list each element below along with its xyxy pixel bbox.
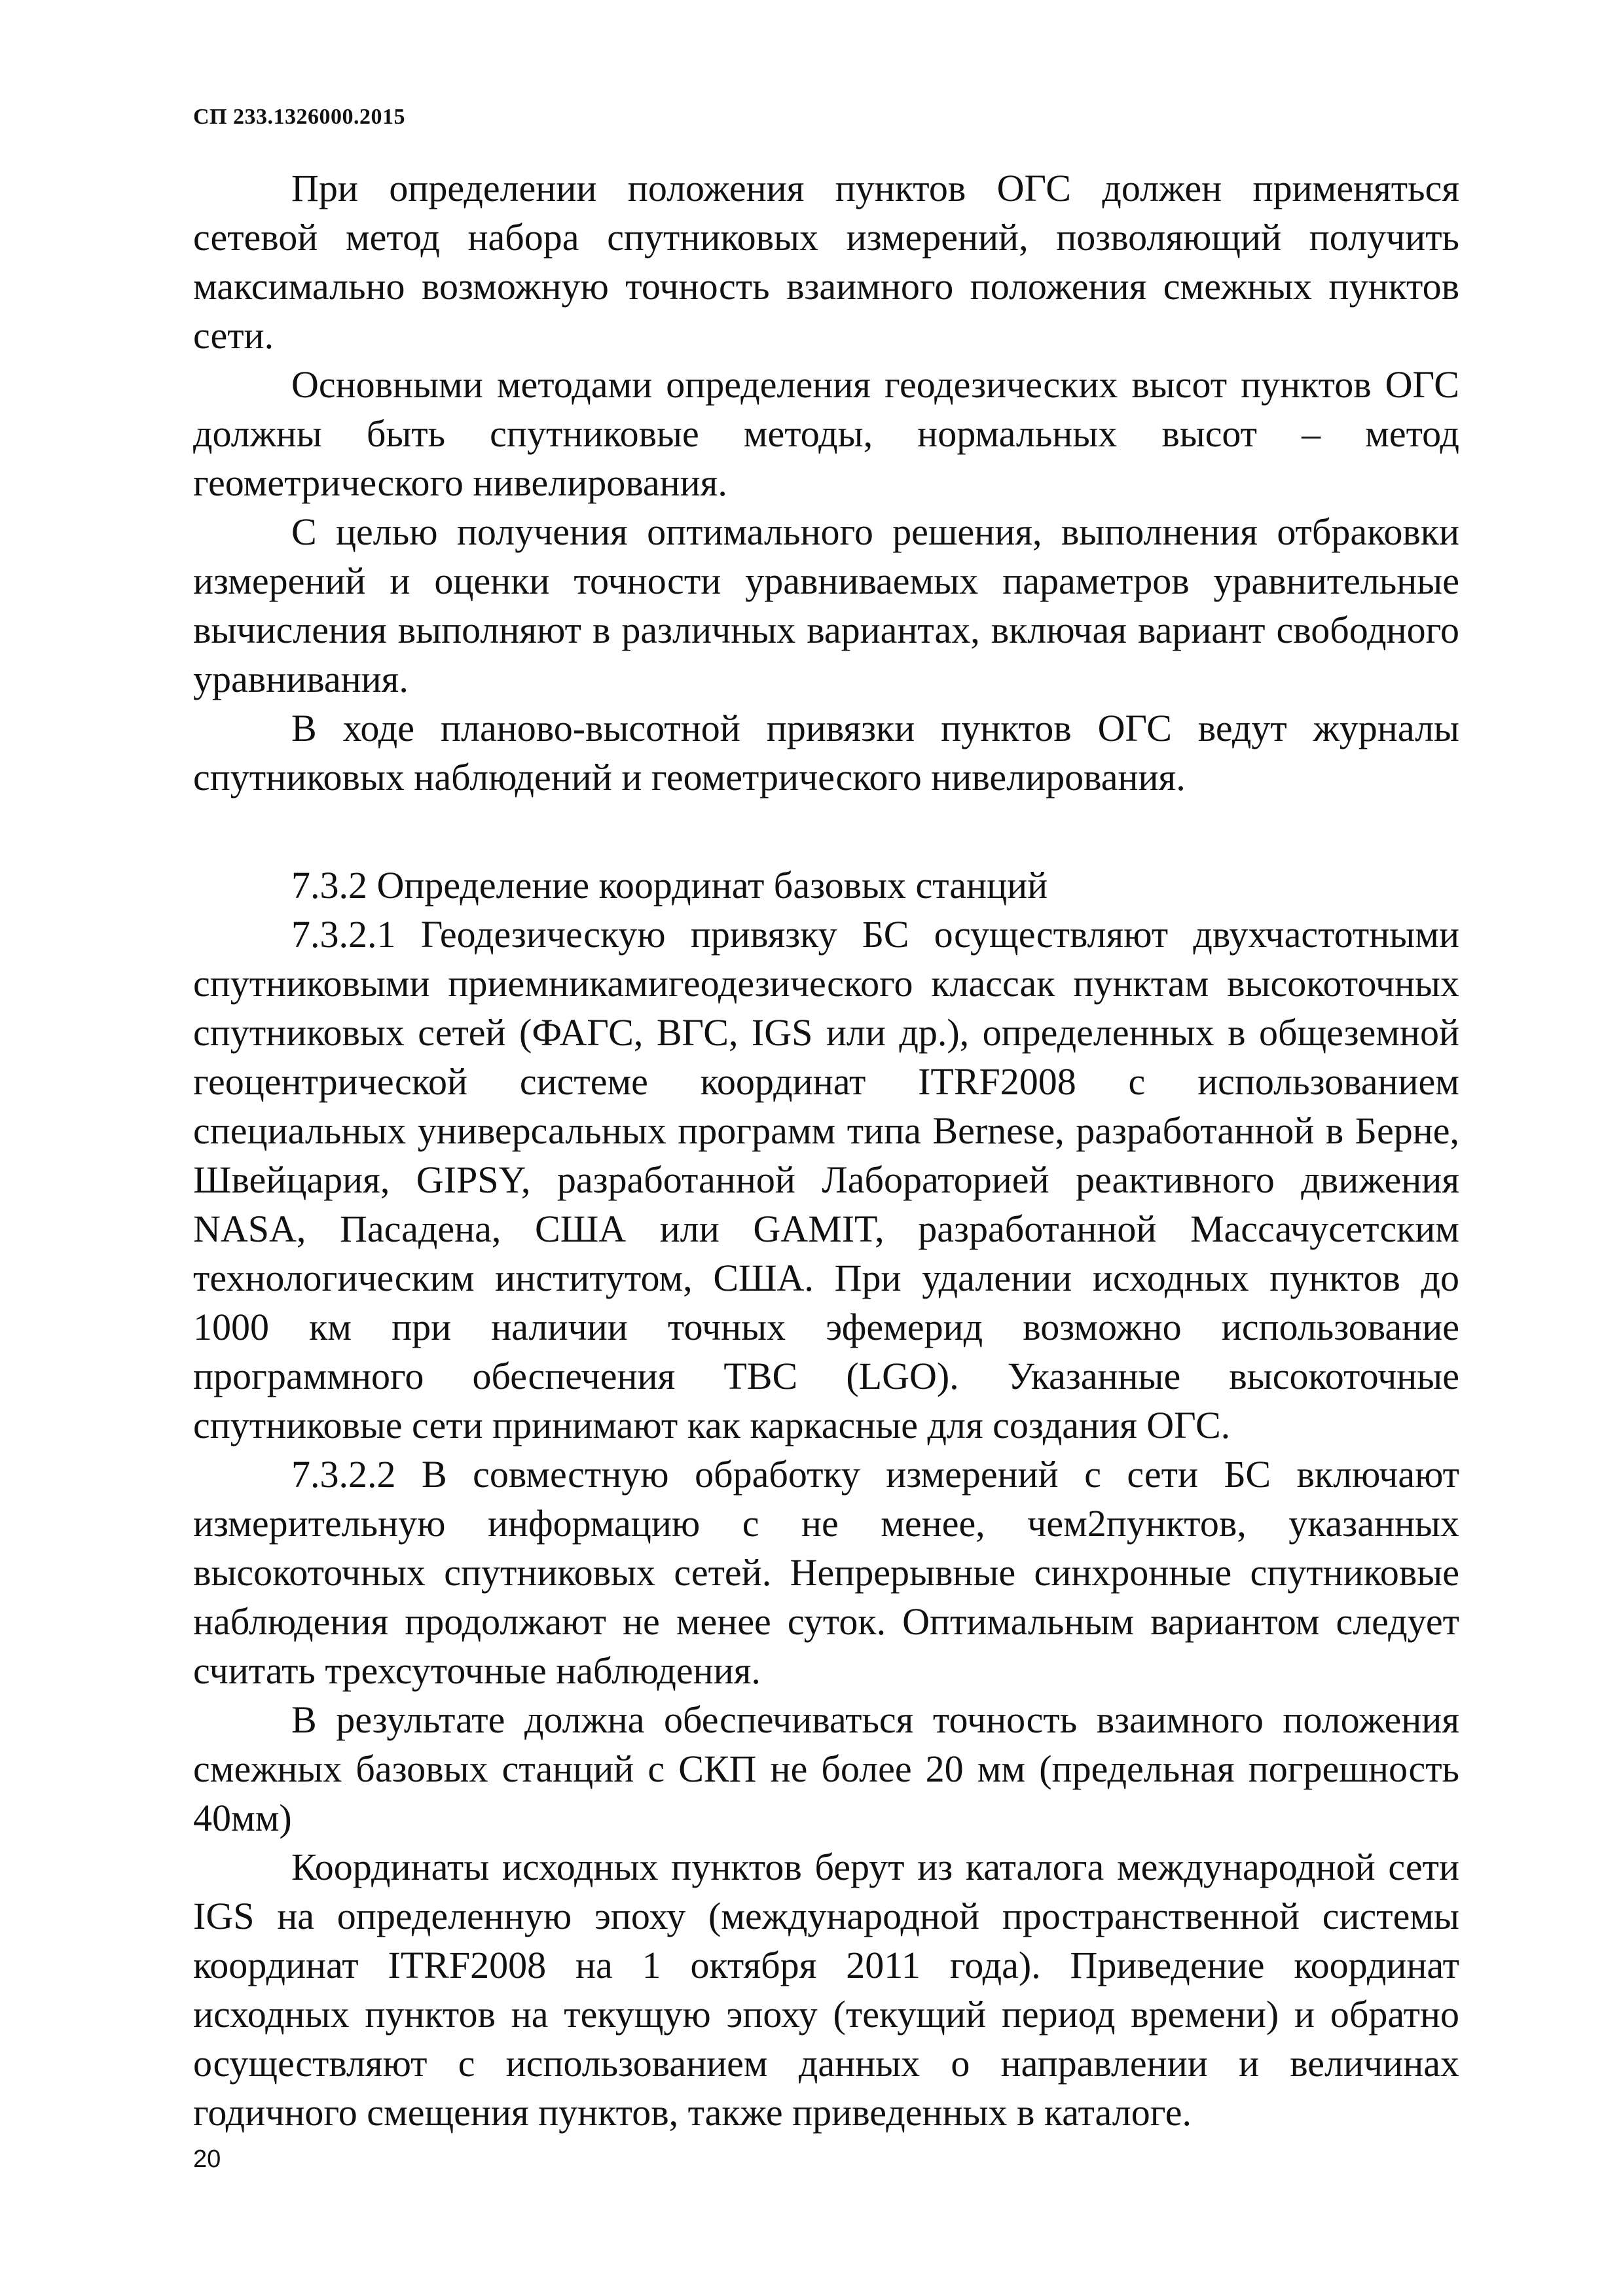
- paragraph-7-3-2-2: 7.3.2.2 В совместную обработку измерений с сети БС включают измерительную информацию с не менее, чем2пунктов, указанных высокоточных спутниковых сетей. Непрерывные синхронные спутниковые наблюдения продолжают не менее суток. Оптимальным вариантом следует считать трехсуточные наблюдения.: [193, 1453, 1459, 1692]
- section-heading-7-3-2: 7.3.2 Определение координат базовых станций: [291, 864, 1048, 906]
- document-body: [193, 164, 1459, 2137]
- section-spacer: [193, 802, 1459, 861]
- paragraph-igs-coordinates: Координаты исходных пунктов берут из каталога международной сети IGS на определенную эпоху (международной пространственной системы координат ITRF2008 на 1 октября 2011 года). Приведение координат исходных пунктов на текущую эпоху (текущий период времени) и обратно осуществляют с использованием данных о направлении и величинах годичного смещения пунктов, также приведенных в каталоге.: [193, 1846, 1459, 2134]
- page-number: 20: [193, 2145, 221, 2173]
- paragraph-accuracy: В результате должна обеспечиваться точность взаимного положения смежных базовых станций с СКП не более 20 мм (предельная погрешность 40мм): [193, 1698, 1459, 1839]
- paragraph-network-method: При определении положения пунктов ОГС должен применяться сетевой метод набора спутниковых измерений, позволяющий получить максимально возможную точность взаимного положения смежных пунктов сети.: [193, 167, 1459, 357]
- document-code-header: СП 233.1326000.2015: [193, 105, 405, 129]
- paragraph-observation-logs: В ходе планово-высотной привязки пунктов ОГС ведут журналы спутниковых наблюдений и геометрического нивелирования.: [193, 707, 1459, 798]
- paragraph-adjustment-variants: С целью получения оптимального решения, выполнения отбраковки измерений и оценки точности уравниваемых параметров уравнительные вычисления выполняют в различных вариантах, включая вариант свободного уравнивания.: [193, 511, 1459, 700]
- paragraph-7-3-2-1: 7.3.2.1 Геодезическую привязку БС осуществляют двухчастотными спутниковыми приемникамигеодезического классак пунктам высокоточных спутниковых сетей (ФАГС, ВГС, IGS или др.), определенных в общеземной геоцентрической системе координат ITRF2008 с использованием специальных универсальных программ типа Bernese, разработанной в Берне, Швейцария, GIPSY, разработанной Лабораторией реактивного движения NASA, Пасадена, США или GAMIT, разработанной Массачусетским технологическим институтом, США. При удалении исходных пунктов до 1000 км при наличии точных эфемерид возможно использование программного обеспечения TBC (LGO). Указанные высокоточные спутниковые сети принимают как каркасные для создания ОГС.: [193, 913, 1459, 1446]
- paragraph-height-methods: Основными методами определения геодезических высот пунктов ОГС должны быть спутниковые методы, нормальных высот – метод геометрического нивелирования.: [193, 363, 1459, 504]
